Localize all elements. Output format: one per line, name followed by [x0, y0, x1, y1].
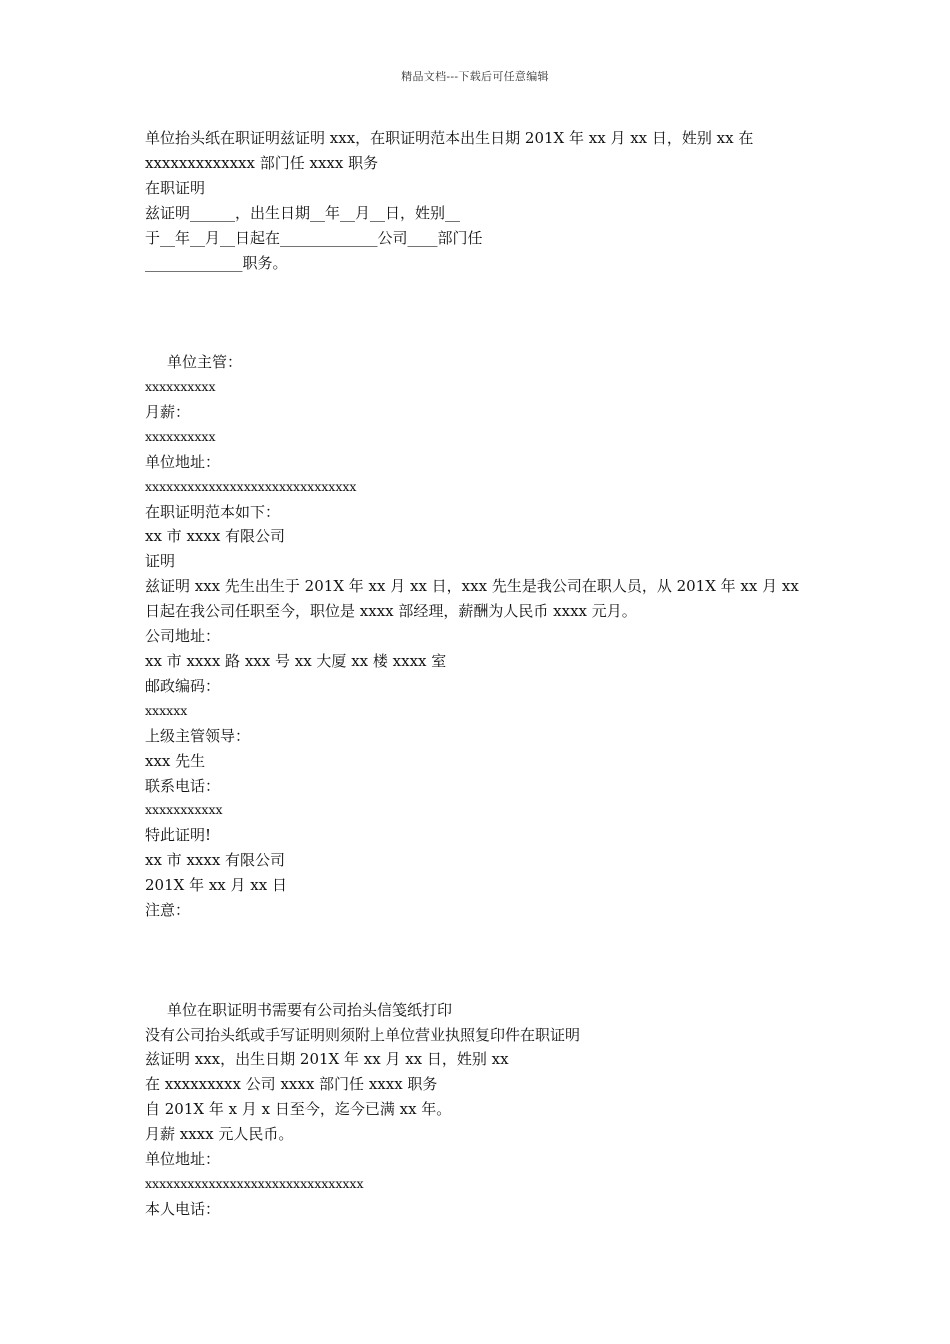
text-line: 于__年__月__日起在_____________公司____部门任 — [145, 228, 483, 247]
text-line: 单位抬头纸在职证明兹证明 xxx，在职证明范本出生日期 201X 年 xx 月 xx 日，姓别 xx 在 — [145, 129, 754, 147]
text-line: 公司地址： — [145, 627, 221, 646]
text-line: xxx 先生 — [145, 751, 206, 770]
text-line: 单位主管： — [167, 353, 243, 372]
text-line: 日起在我公司任职至今，职位是 xxxx 部经理，薪酬为人民币 xxxx 元月。 — [145, 602, 637, 621]
text-line: 自 201X 年 x 月 x 日至今，迄今已满 xx 年。 — [145, 1100, 452, 1119]
text-line: xxxxxxxxxxx — [145, 802, 223, 818]
text-line: 兹证明 xxx 先生出生于 201X 年 xx 月 xx 日，xxx 先生是我公司在职人员，从 201X 年 xx 月 xx — [145, 577, 799, 596]
text-line: 月薪 xxxx 元人民币。 — [145, 1125, 294, 1144]
text-line: 月薪： — [145, 402, 191, 421]
page-header: 精品文档---下载后可任意编辑 — [401, 70, 549, 83]
text-line: _____________职务。 — [145, 253, 288, 272]
text-line: 邮政编码： — [145, 676, 221, 695]
text-line: 联系电话： — [145, 776, 221, 795]
section-title: 证明 — [145, 552, 176, 571]
blank-line — [145, 948, 825, 973]
text-line: xxxxxxxxxxxxx 部门任 xxxx 职务 — [145, 153, 379, 172]
text-line: 特此证明! — [145, 826, 212, 845]
text-line: 兹证明 xxx，出生日期 201X 年 xx 月 xx 日，姓别 xx — [145, 1050, 509, 1069]
text-line: xx 市 xxxx 有限公司 — [145, 851, 286, 870]
text-line: 注意： — [145, 901, 191, 920]
text-line: xxxxxx — [145, 702, 188, 718]
section-title: 在职证明 — [145, 178, 206, 197]
text-line: 兹证明______，出生日期__年__月__日，姓别__ — [145, 203, 461, 222]
blank-line — [145, 325, 825, 350]
text-line: 上级主管领导： — [145, 726, 251, 745]
text-line: xx 市 xxxx 路 xxx 号 xx 大厦 xx 楼 xxxx 室 — [145, 651, 447, 670]
text-line: 201X 年 xx 月 xx 日 — [145, 876, 287, 895]
text-line: 单位在职证明书需要有公司抬头信笺纸打印 — [167, 1000, 453, 1019]
document-body — [145, 126, 825, 1222]
blank-line — [145, 275, 825, 300]
text-line: 单位地址： — [145, 1150, 221, 1169]
text-line: xxxxxxxxxx — [145, 379, 216, 395]
text-line: 没有公司抬头纸或手写证明则须附上单位营业执照复印件在职证明 — [145, 1025, 581, 1044]
text-line: xxxxxxxxxx — [145, 428, 216, 444]
text-line: 单位地址： — [145, 452, 221, 471]
text-line: xxxxxxxxxxxxxxxxxxxxxxxxxxxxxxx — [145, 1175, 364, 1191]
text-line: 在职证明范本如下： — [145, 502, 281, 521]
text-line: xxxxxxxxxxxxxxxxxxxxxxxxxxxxxx — [145, 478, 357, 494]
blank-line — [145, 973, 825, 998]
text-line: 在 xxxxxxxxx 公司 xxxx 部门任 xxxx 职务 — [145, 1075, 438, 1094]
blank-line — [145, 923, 825, 948]
text-line: xx 市 xxxx 有限公司 — [145, 527, 286, 546]
text-line: 本人电话： — [145, 1199, 221, 1218]
blank-line — [145, 300, 825, 325]
